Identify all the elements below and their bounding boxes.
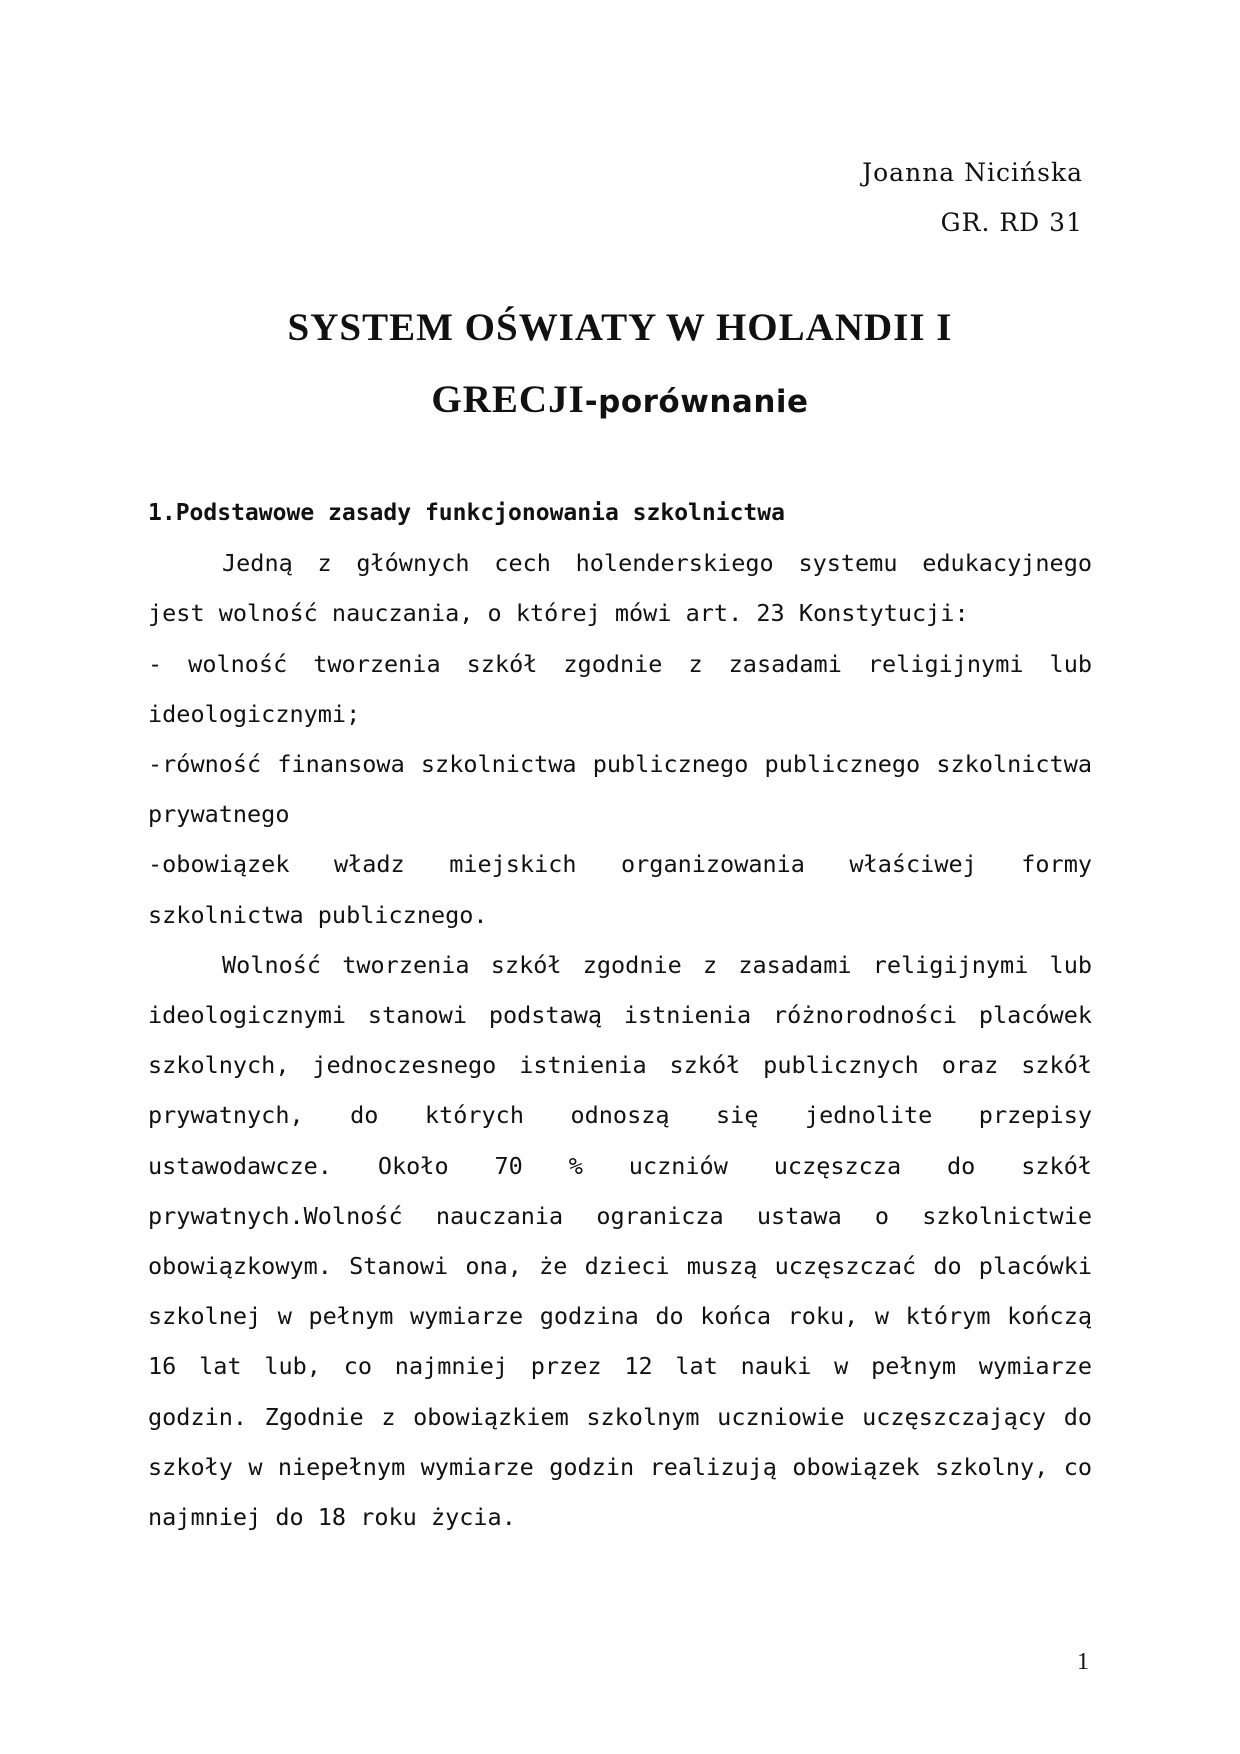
- title-line-2-suffix: -porównanie: [584, 384, 809, 420]
- body-paragraph: Wolność tworzenia szkół zgodnie z zasadami religijnymi lub ideologicznymi stanowi podstawą istnienia różnorodności placówek szkolnych, jednoczesnego istnienia szkół publicznych oraz szkół prywatnych, do których odnoszą się jednolite przepisy ustawodawcze. Około 70 % uczniów uczęszcza do szkół prywatnych.Wolność nauczania ogranicza ustawa o szkolnictwie obowiązkowym. Stanowi ona, że dzieci muszą uczęszczać do placówki szkolnej w pełnym wymiarze godzina do końca roku, w którym kończą 16 lat lub, co najmniej przez 12 lat nauki w pełnym wymiarze godzin. Zgodnie z obowiązkiem szkolnym uczniowie uczęszczający do szkoły w niepełnym wymiarze godzin realizują obowiązek szkolny, co najmniej do 18 roku życia.: [148, 950, 1092, 1532]
- list-item: -obowiązek władz miejskich organizowania właściwej formy szkolnictwa publicznego.: [148, 850, 1092, 929]
- page-number: 1: [1077, 1649, 1089, 1675]
- document-body: [148, 488, 1092, 1542]
- author-block: [862, 148, 1083, 248]
- section-heading: 1.Podstawowe zasady funkcjonowania szkolnictwa: [148, 500, 785, 526]
- title-line-2: [148, 364, 1092, 438]
- list-item: -równość finansowa szkolnictwa publicznego publicznego szkolnictwa prywatnego: [148, 750, 1092, 829]
- group-label: GR. RD 31: [940, 208, 1083, 237]
- intro-paragraph: Jedną z głównych cech holenderskiego systemu edukacyjnego jest wolność nauczania, o której mówi art. 23 Konstytucji:: [148, 549, 1092, 628]
- author-name: Joanna Nicińska: [862, 158, 1083, 187]
- document-title: [148, 292, 1092, 438]
- list-item: - wolność tworzenia szkół zgodnie z zasadami religijnymi lub ideologicznymi;: [148, 649, 1092, 728]
- title-line-1: SYSTEM OŚWIATY W HOLANDII I: [287, 306, 953, 349]
- title-line-2-main: GRECJI: [431, 378, 585, 421]
